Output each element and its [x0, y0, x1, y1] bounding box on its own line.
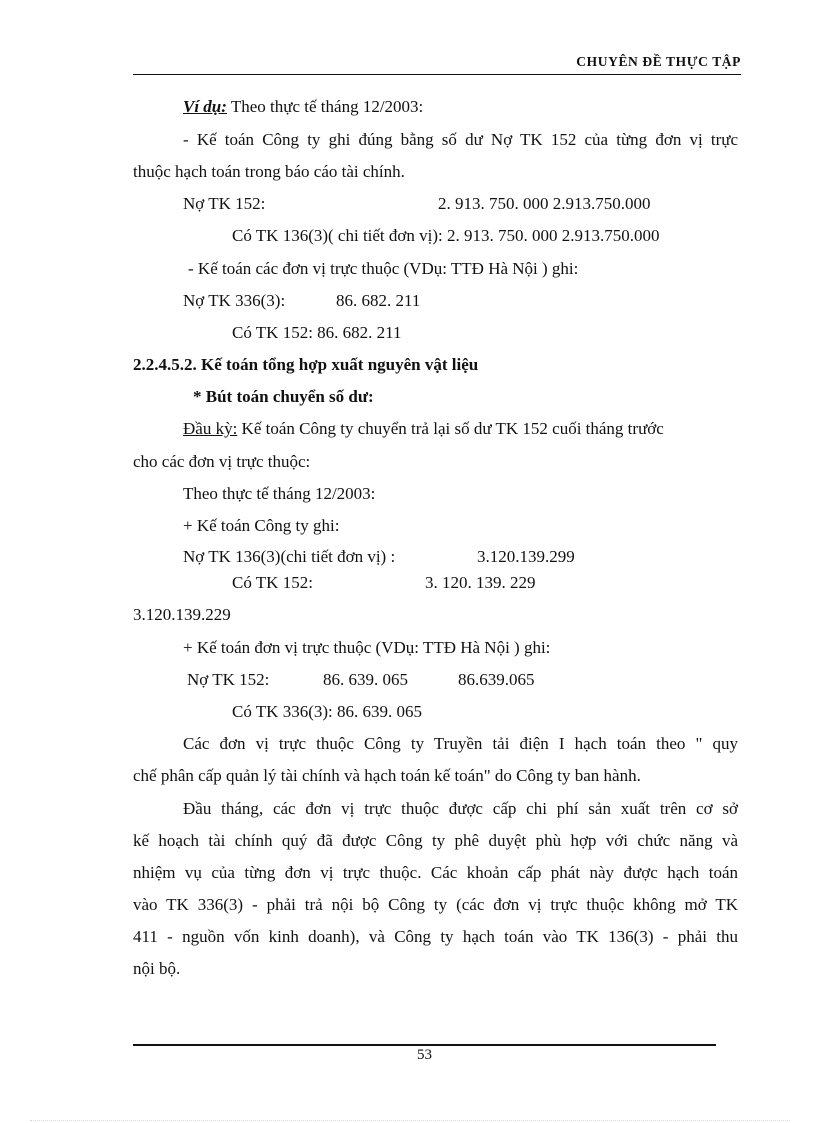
entry1-credit: Có TK 136(3)( chi tiết đơn vị): 2. 913. 750. 000 2.913.750.000 — [232, 226, 660, 245]
page-edge-dots — [30, 1120, 790, 1121]
period-example: Theo thực tế tháng 12/2003: — [183, 484, 376, 503]
p2-line2: kế hoạch tài chính quý đã được Công ty phê duyệt phù hợp với chức năng và — [133, 831, 738, 850]
p2-line6: nội bộ. — [133, 959, 181, 978]
p2-line3: nhiệm vụ của từng đơn vị trực thuộc. Các khoản cấp phát này được hạch toán — [133, 863, 738, 882]
page-number: 53 — [417, 1047, 432, 1063]
footer-rule — [133, 1044, 716, 1046]
entry1-debit-label: Nợ TK 152: — [183, 194, 266, 213]
entry3-wrap: 3.120.139.229 — [133, 605, 231, 624]
company-records: + Kế toán Công ty ghi: — [183, 516, 340, 535]
entry2-debit-label: Nợ TK 336(3): — [183, 291, 286, 310]
section-subheading: * Bút toán chuyển số dư: — [193, 387, 374, 406]
period-line1 — [183, 418, 738, 440]
header-rule — [133, 74, 741, 75]
entry3-credit-label: Có TK 152: — [232, 573, 313, 592]
running-header: CHUYÊN ĐỀ THỰC TẬP — [576, 54, 741, 69]
p1-line1: Các đơn vị trực thuộc Công ty Truyền tải điện I hạch toán theo " quy — [183, 734, 738, 753]
p1-line2: chế phân cấp quản lý tài chính và hạch toán kế toán" do Công ty ban hành. — [133, 766, 641, 785]
entry2-credit: Có TK 152: 86. 682. 211 — [232, 323, 402, 342]
para1-line2: thuộc hạch toán trong báo cáo tài chính. — [133, 162, 405, 181]
period-line2: cho các đơn vị trực thuộc: — [133, 452, 311, 471]
para2: - Kế toán các đơn vị trực thuộc (VDụ: TTĐ Hà Nội ) ghi: — [188, 259, 579, 278]
example-line — [183, 96, 423, 118]
entry1-debit-amount: 2. 913. 750. 000 2.913.750.000 — [438, 194, 651, 213]
entry4-debit-amount-2: 86.639.065 — [458, 670, 535, 689]
entry4-debit-label: Nợ TK 152: — [187, 670, 270, 689]
p2-line1: Đầu tháng, các đơn vị trực thuộc được cấp chi phí sản xuất trên cơ sở — [183, 799, 738, 818]
entry2-debit-amount: 86. 682. 211 — [336, 291, 421, 310]
example-text: Theo thực tế tháng 12/2003: — [226, 97, 424, 116]
entry4-debit-amount: 86. 639. 065 — [323, 670, 408, 689]
entry4-credit: Có TK 336(3): 86. 639. 065 — [232, 702, 422, 721]
period-text: Kế toán Công ty chuyển trả lại số dư TK 152 cuối tháng trước — [237, 419, 664, 438]
section-heading: 2.2.4.5.2. Kế toán tổng hợp xuất nguyên vật liệu — [133, 355, 479, 374]
para1-line1: - Kế toán Công ty ghi đúng bằng số dư Nợ TK 152 của từng đơn vị trực — [183, 130, 738, 149]
p2-line5: 411 - nguồn vốn kinh doanh), và Công ty hạch toán vào TK 136(3) - phải thu — [133, 927, 738, 946]
entry3-credit-amount: 3. 120. 139. 229 — [425, 573, 536, 592]
example-label: Ví dụ: — [183, 97, 227, 116]
p2-line4: vào TK 336(3) - phải trả nội bộ Công ty (các đơn vị trực thuộc không mở TK — [133, 895, 738, 914]
entry3-debit-amount: 3.120.139.299 — [477, 547, 575, 566]
period-label: Đầu kỳ: — [183, 419, 238, 438]
entry3-debit-label: Nợ TK 136(3)(chi tiết đơn vị) : — [183, 547, 396, 566]
unit-records: + Kế toán đơn vị trực thuộc (VDụ: TTĐ Hà Nội ) ghi: — [183, 638, 551, 657]
